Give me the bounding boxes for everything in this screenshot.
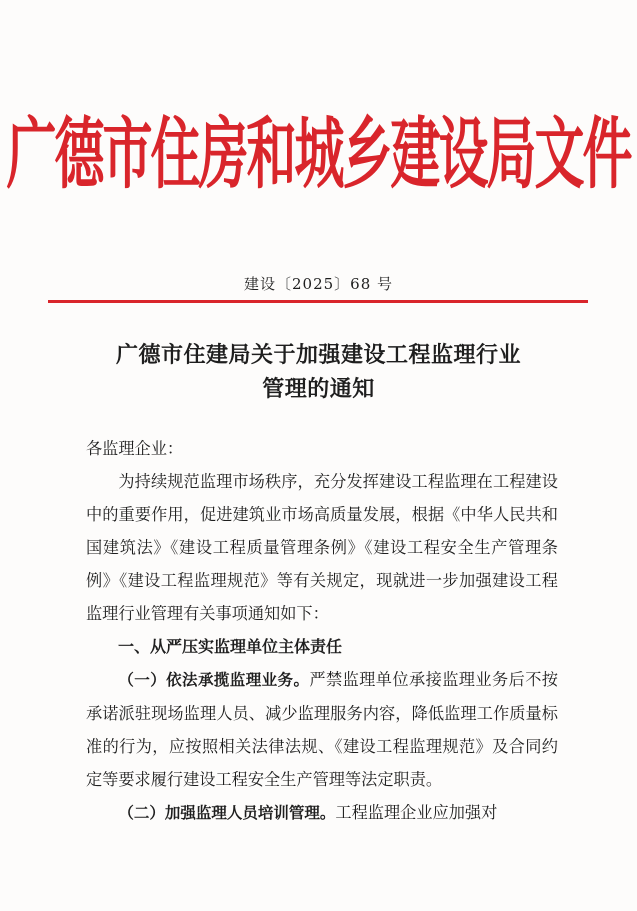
item1-text: 严禁监理单位承接监理业务后不按承诺派驻现场监理人员、减少监理服务内容，降低监理工作质量标准的行为，应按照相关法律法规、《建设工程监理规范》及合同约定等要求履行建设工程安全生产管理等法定职责。: [86, 670, 558, 789]
notice-title-line2: 管理的通知: [262, 376, 375, 402]
notice-title-line1: 广德市住建局关于加强建设工程监理行业: [115, 342, 521, 368]
document-number: 建设〔2025〕68 号: [243, 275, 394, 293]
item1-paragraph: [86, 663, 558, 796]
red-divider-line: [48, 300, 588, 303]
notice-body: [86, 432, 558, 830]
section1-heading: 一、从严压实监理单位主体责任: [118, 637, 343, 656]
item1-heading: （一）依法承揽监理业务。: [118, 671, 310, 689]
item2-heading: （二）加强监理人员培训管理。: [118, 804, 336, 822]
intro-paragraph: 为持续规范监理市场秩序，充分发挥建设工程监理在工程建设中的重要作用，促进建筑业市场高质量发展，根据《中华人民共和国建筑法》《建设工程质量管理条例》《建设工程安全生产管理条例》《建设工程监理规范》等有关规定，现就进一步加强建设工程监理行业管理有关事项通知如下：: [86, 472, 558, 623]
notice-title: [60, 338, 577, 406]
issuer-header-title: 广德市住房和城乡建设局文件: [6, 109, 631, 199]
item2-paragraph: [86, 796, 558, 830]
item2-text: 工程监理企业应加强对: [335, 803, 498, 822]
salutation: 各监理企业：: [86, 439, 184, 458]
